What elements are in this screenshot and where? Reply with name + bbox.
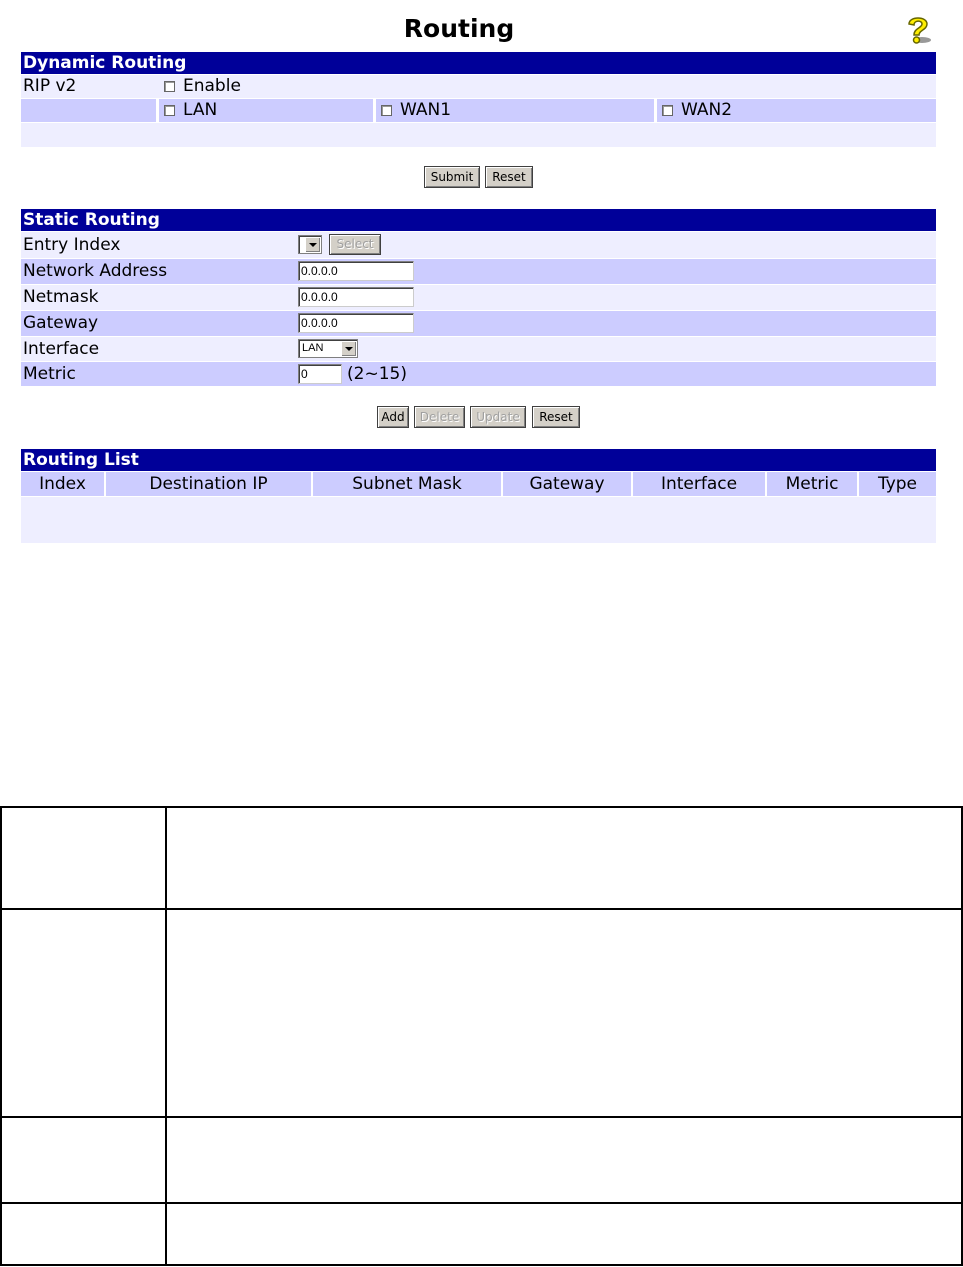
submit-button[interactable]: Submit bbox=[424, 166, 480, 188]
netmask-label: Netmask bbox=[23, 287, 99, 307]
chevron-down-icon bbox=[305, 237, 320, 252]
gateway-input[interactable] bbox=[298, 313, 414, 333]
table-row bbox=[1, 1203, 962, 1265]
routing-panel bbox=[0, 0, 945, 548]
entry-index-label: Entry Index bbox=[23, 235, 121, 255]
rip-enable-checkbox[interactable] bbox=[164, 81, 175, 92]
netmask-input[interactable] bbox=[298, 287, 414, 307]
column-interface: Interface bbox=[633, 472, 765, 496]
rip-wan2-checkbox[interactable] bbox=[662, 105, 673, 116]
metric-row bbox=[21, 362, 936, 386]
rip-wan1-option bbox=[381, 99, 451, 122]
column-type: Type bbox=[859, 472, 936, 496]
rip-row bbox=[21, 75, 936, 98]
gateway-label: Gateway bbox=[23, 313, 99, 333]
entry-index-select[interactable] bbox=[298, 235, 322, 254]
description-table bbox=[0, 806, 963, 1266]
interface-select[interactable] bbox=[298, 339, 358, 358]
metric-label: Metric bbox=[23, 364, 76, 384]
interface-label: Interface bbox=[23, 339, 100, 359]
page-title: Routing bbox=[403, 14, 515, 43]
delete-button[interactable]: Delete bbox=[414, 406, 465, 428]
rip-wan2-option bbox=[662, 99, 732, 122]
chevron-down-icon bbox=[341, 341, 356, 356]
metric-input[interactable] bbox=[298, 364, 342, 384]
routing-list-columns bbox=[21, 472, 936, 496]
update-button[interactable]: Update bbox=[470, 406, 526, 428]
metric-hint: (2~15) bbox=[347, 364, 407, 384]
rip-interfaces-row bbox=[21, 99, 936, 122]
add-button[interactable]: Add bbox=[377, 406, 409, 428]
dynamic-reset-button[interactable]: Reset bbox=[485, 166, 533, 188]
column-gateway: Gateway bbox=[503, 472, 631, 496]
static-routing-header: Static Routing bbox=[21, 209, 936, 231]
rip-lan-option bbox=[164, 99, 217, 122]
column-subnet-mask: Subnet Mask bbox=[313, 472, 501, 496]
table-row bbox=[1, 909, 962, 1117]
table-row bbox=[1, 807, 962, 909]
interface-row bbox=[21, 337, 936, 361]
rip-enable-label: Enable bbox=[183, 76, 241, 96]
rip-lan-checkbox[interactable] bbox=[164, 105, 175, 116]
routing-list-empty-area bbox=[21, 497, 936, 543]
static-reset-button[interactable]: Reset bbox=[532, 406, 580, 428]
rip-label: RIP v2 bbox=[23, 76, 77, 96]
gateway-row bbox=[21, 311, 936, 336]
entry-index-row bbox=[21, 232, 936, 258]
table-row bbox=[1, 1117, 962, 1203]
routing-list-header: Routing List bbox=[21, 449, 936, 471]
help-question-icon[interactable] bbox=[900, 12, 936, 48]
interface-select-value: LAN bbox=[302, 342, 324, 354]
dynamic-spacer-row bbox=[21, 123, 936, 147]
select-button[interactable]: Select bbox=[329, 234, 381, 255]
rip-wan2-label: WAN2 bbox=[681, 100, 733, 120]
netmask-row bbox=[21, 285, 936, 310]
column-destination-ip: Destination IP bbox=[106, 472, 311, 496]
network-address-row bbox=[21, 259, 936, 284]
network-address-label: Network Address bbox=[23, 261, 168, 281]
rip-enable-option bbox=[164, 75, 241, 98]
rip-lan-label: LAN bbox=[183, 100, 218, 120]
column-metric: Metric bbox=[767, 472, 857, 496]
network-address-input[interactable] bbox=[298, 261, 414, 281]
rip-wan1-label: WAN1 bbox=[400, 100, 452, 120]
rip-wan1-checkbox[interactable] bbox=[381, 105, 392, 116]
dynamic-routing-header: Dynamic Routing bbox=[21, 52, 936, 74]
column-index: Index bbox=[21, 472, 104, 496]
